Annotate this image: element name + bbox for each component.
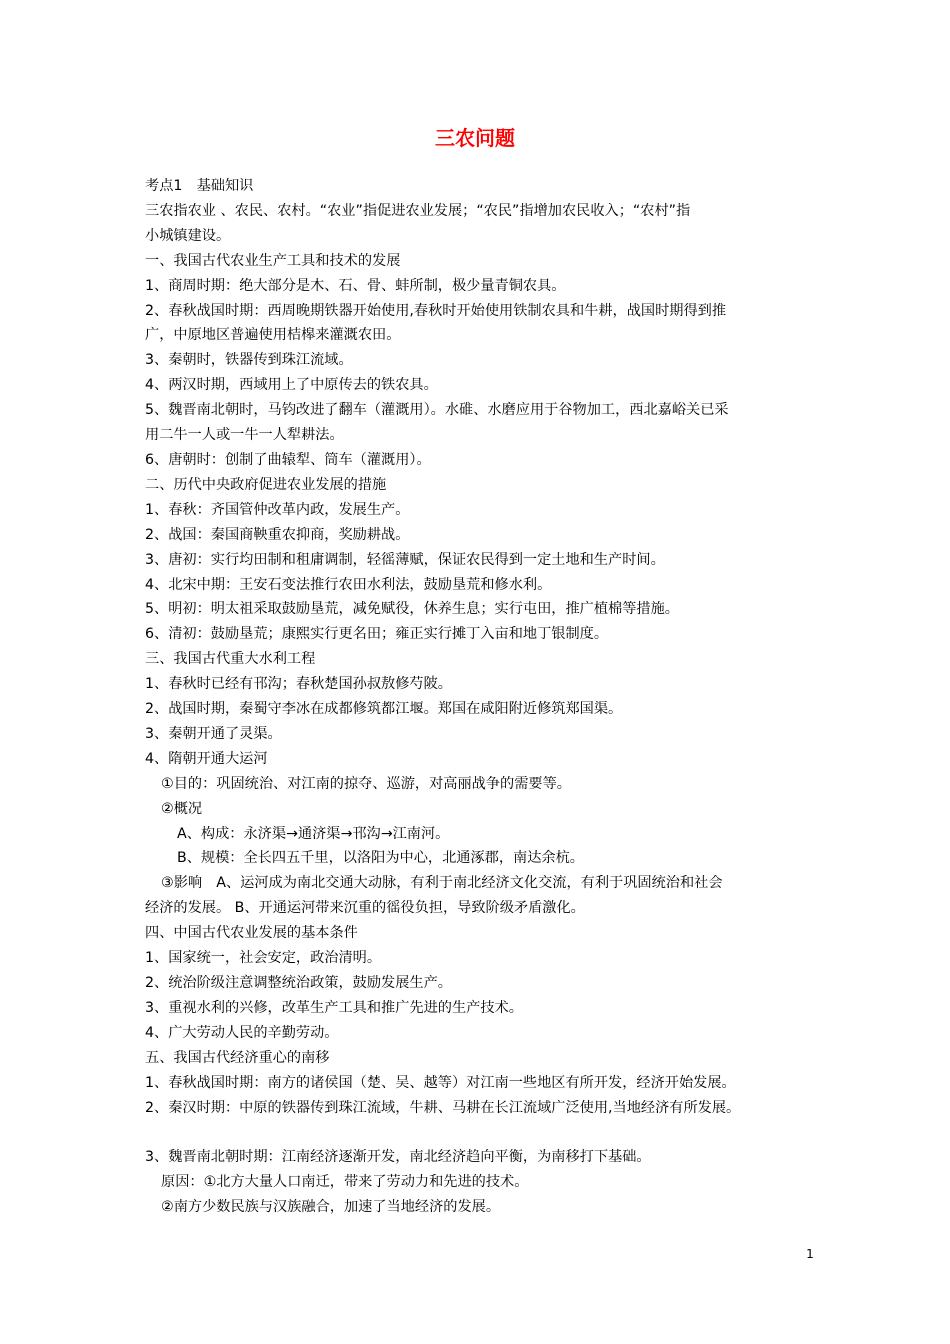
list-item: 2、秦汉时期：中原的铁器传到珠江流域，牛耕、马耕在长江流域广泛使用,当地经济有所发展。 [145,1099,741,1116]
list-item: 3、唐初：实行均田制和租庸调制，轻徭薄赋，保证农民得到一定土地和生产时间。 [145,551,665,568]
list-item: 1、春秋：齐国管仲改革内政，发展生产。 [145,501,410,518]
list-item: 4、广大劳动人民的辛勤劳动。 [145,1024,339,1041]
list-item: 1、春秋时已经有邗沟；春秋楚国孙叔敖修芍陂。 [145,676,452,693]
paragraph-line: 小城镇建设。 [145,227,231,244]
sub-list-item: ①目的：巩固统治、对江南的掠夺、巡游，对高丽战争的需要等。 [161,775,571,792]
paragraph-line: 三农指农业 、农民、农村。“农业”指促进农业发展；“农民”指增加农民收入；“农村”指 [145,202,691,219]
list-item: 4、两汉时期，西域用上了中原传去的铁农具。 [145,377,438,394]
list-item-continuation: 广，中原地区普遍使用桔槔来灌溉农田。 [145,327,401,344]
list-item: 2、统治阶级注意调整统治政策，鼓励发展生产。 [145,975,452,991]
list-item: 3、秦朝时，铁器传到珠江流域。 [145,352,353,369]
section-heading: 四、中国古代农业发展的基本条件 [145,925,358,942]
sub-list-item: ②概况 [161,800,203,817]
section-heading: 三、我国古代重大水利工程 [145,651,316,668]
list-item: 6、清初：鼓励垦荒；康熙实行更名田；雍正实行摊丁入亩和地丁银制度。 [145,626,609,643]
list-item-continuation: 经济的发展。 B、开通运河带来沉重的徭役负担，导致阶级矛盾激化。 [145,900,585,917]
list-item: 6、唐朝时：创制了曲辕犁、筒车（灌溉用）。 [145,451,431,468]
list-item: 5、魏晋南北朝时，马钧改进了翻车（灌溉用）。水碓、水磨应用于谷物加工，西北嘉峪关已采 [145,402,729,419]
list-item: 1、春秋战国时期：南方的诸侯国（楚、吴、越等）对江南一些地区有所开发，经济开始发展。 [145,1074,736,1091]
blank-line [145,1120,815,1145]
sub-list-item: ②南方少数民族与汉族融合，加速了当地经济的发展。 [161,1199,501,1216]
section-heading: 五、我国古代经济重心的南移 [145,1049,330,1066]
sub-sub-list-item: B、规模：全长四五千里，以洛阳为中心，北通涿郡，南达余杭。 [177,850,584,867]
list-item: 5、明初：明太祖采取鼓励垦荒，减免赋役，休养生息；实行屯田，推广植棉等措施。 [145,601,679,618]
list-item: 2、战国：秦国商鞅重农抑商，奖励耕战。 [145,526,410,543]
list-item: 1、国家统一，社会安定，政治清明。 [145,950,382,967]
section-heading: 二、历代中央政府促进农业发展的措施 [145,476,387,493]
document-body [145,174,815,1220]
section-heading: 一、我国古代农业生产工具和技术的发展 [145,252,401,269]
list-item: 3、重视水利的兴修，改革生产工具和推广先进的生产技术。 [145,999,523,1016]
list-item: 3、魏晋南北朝时期：江南经济逐渐开发，南北经济趋向平衡，为南移打下基础。 [145,1149,651,1166]
list-item: 4、北宋中期：王安石变法推行农田水利法，鼓励垦荒和修水利。 [145,576,552,593]
list-item: 2、战国时期，秦蜀守李冰在成都修筑都江堰。郑国在咸阳附近修筑郑国渠。 [145,701,623,718]
list-item: 3、秦朝开通了灵渠。 [145,725,282,742]
sub-list-item: 原因：①北方大量人口南迁，带来了劳动力和先进的技术。 [161,1174,529,1191]
section-heading: 考点1 基础知识 [145,178,254,194]
sub-sub-list-item: A、构成：永济渠→通济渠→邗沟→江南河。 [177,825,450,842]
list-item: 1、商周时期：绝大部分是木、石、骨、蚌所制，极少量青铜农具。 [145,277,566,294]
list-item: 2、春秋战国时期：西周晚期铁器开始使用,春秋时开始使用铁制农具和牛耕，战国时期得到推 [145,302,727,319]
sub-list-item: ③影响 A、运河成为南北交通大动脉，有利于南北经济文化交流，有利于巩固统治和社会 [161,875,723,892]
list-item: 4、隋朝开通大运河 [145,750,268,767]
list-item-continuation: 用二牛一人或一牛一人犁耕法。 [145,427,344,444]
page-number: 1 [806,1247,814,1261]
page-title: 三农问题 [435,126,515,150]
